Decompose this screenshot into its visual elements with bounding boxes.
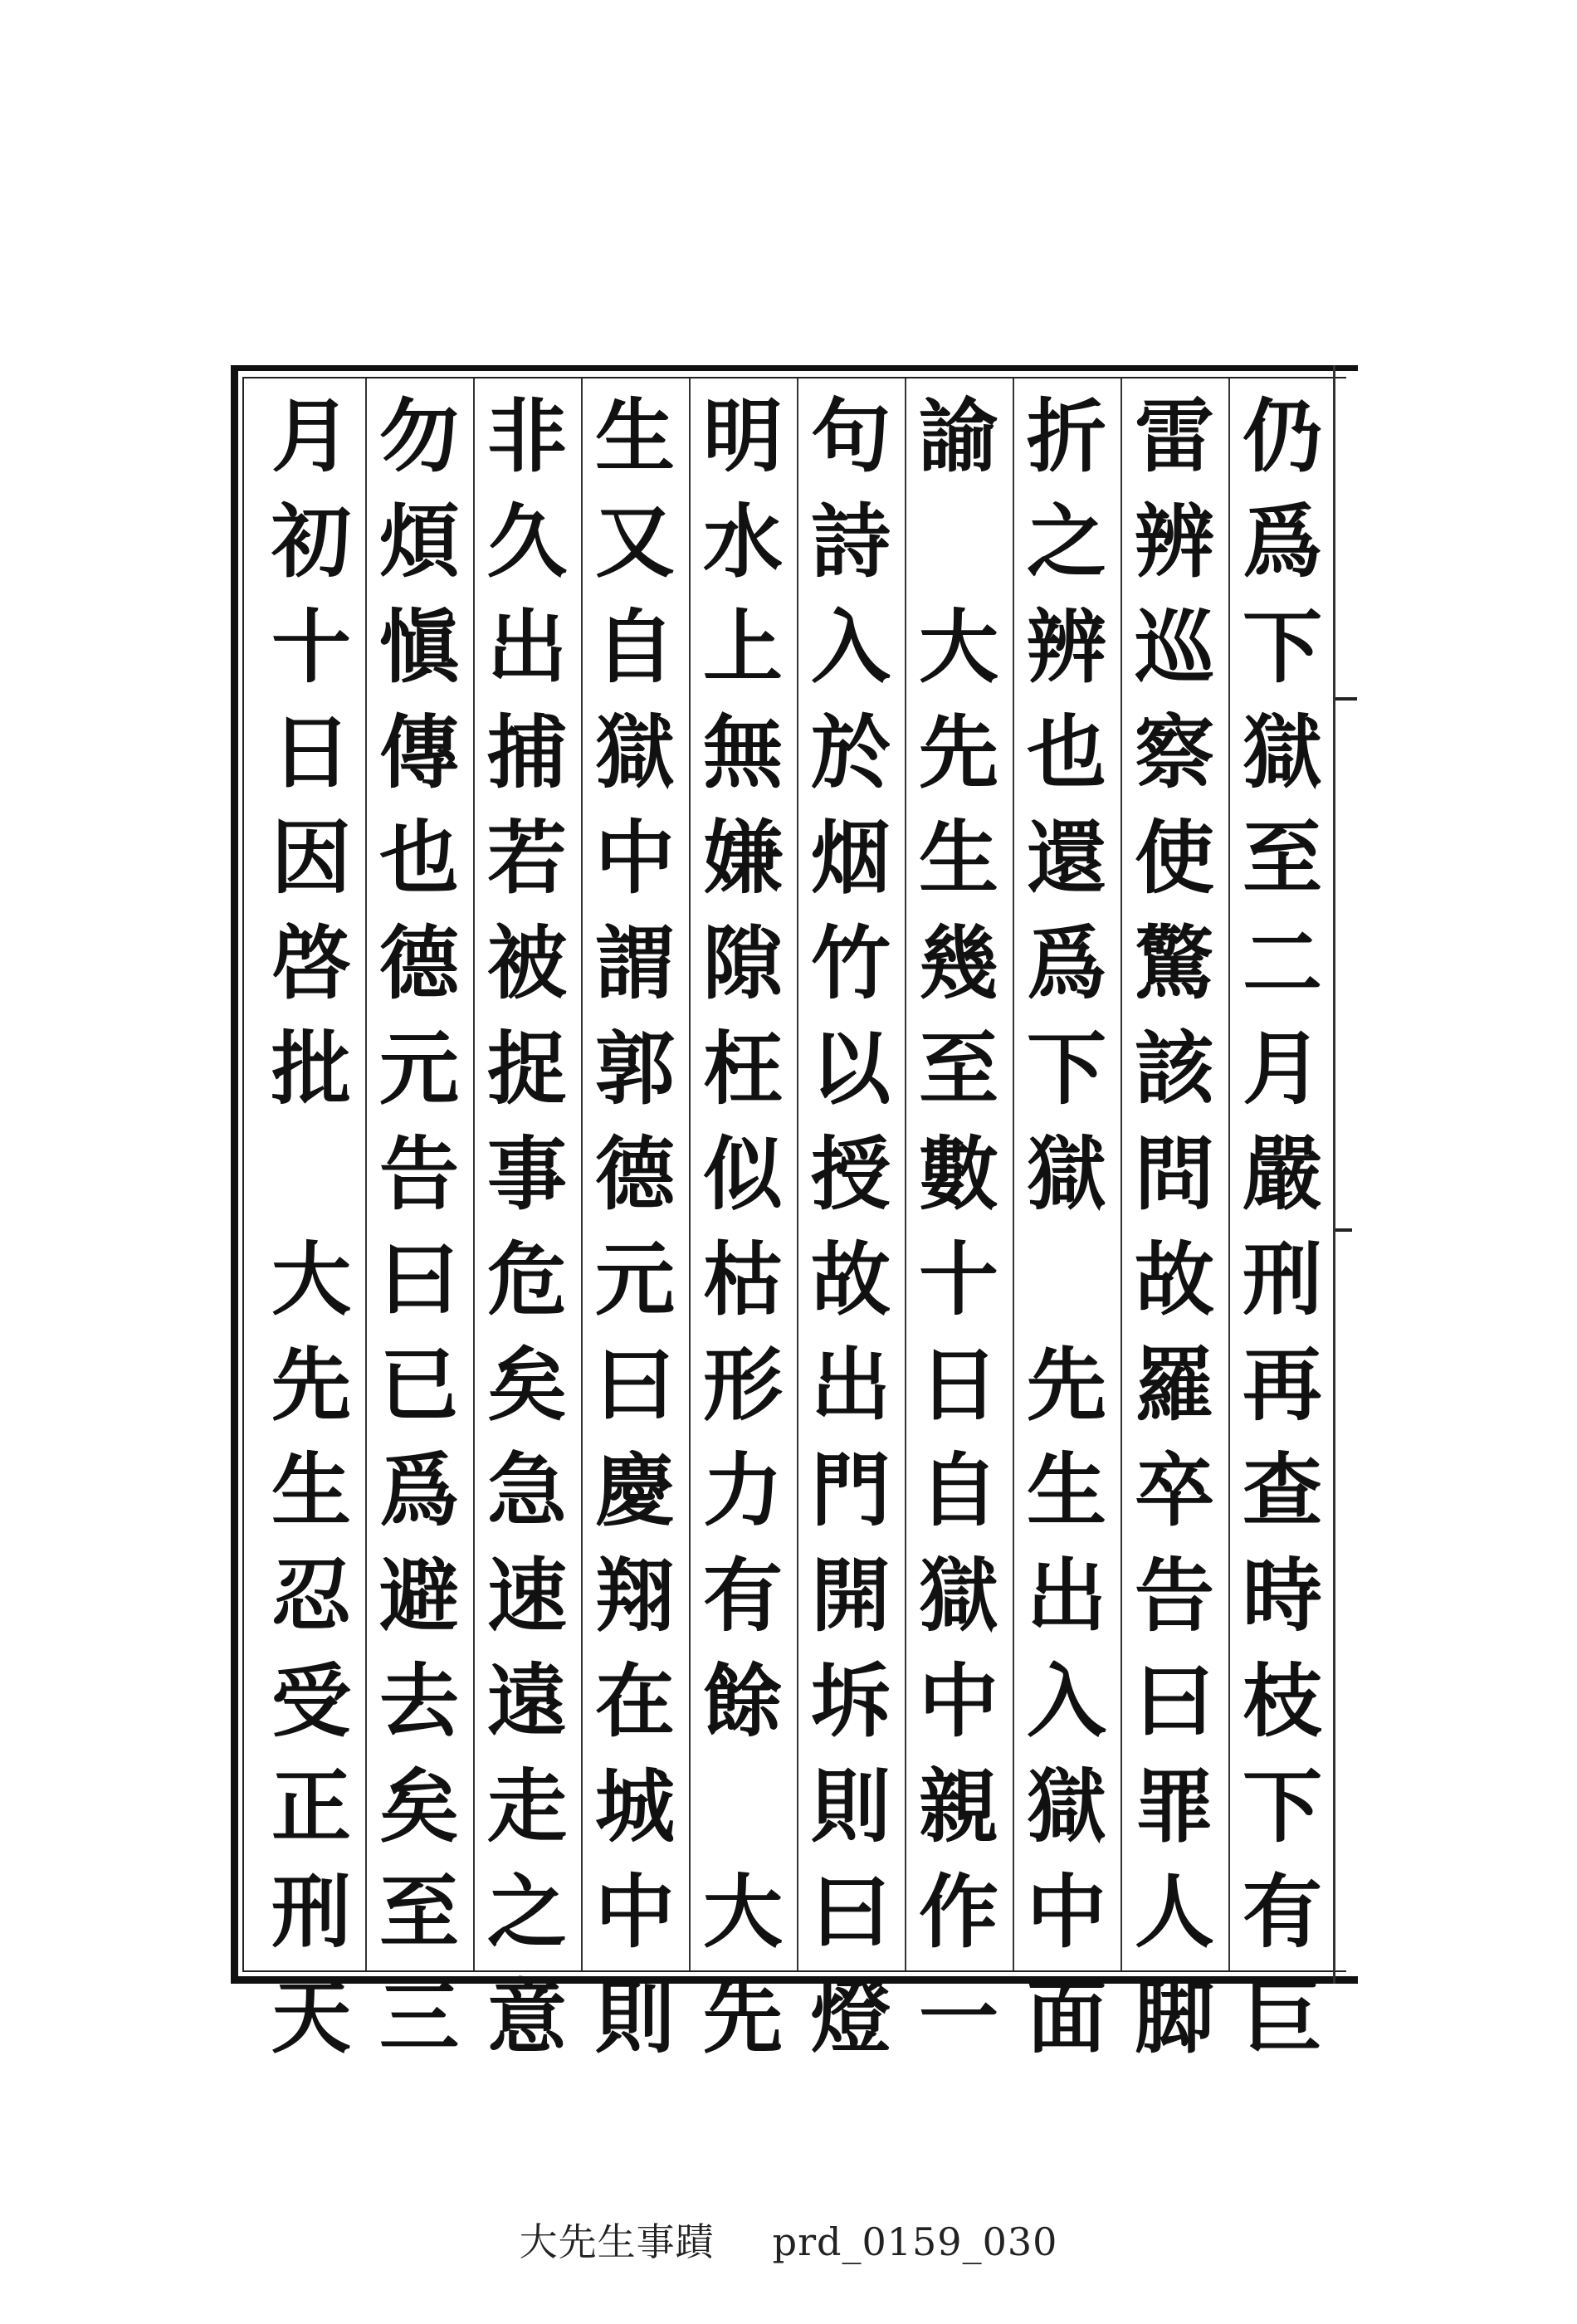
text-char: 下 xyxy=(1243,1760,1322,1853)
text-char: 德 xyxy=(595,1127,675,1221)
text-char: 枯 xyxy=(703,1233,783,1326)
text-char: 月 xyxy=(271,389,351,483)
text-char: 日 xyxy=(919,1338,998,1432)
text-char: 煩 xyxy=(379,495,459,588)
text-char: 翔 xyxy=(595,1549,675,1643)
text-char: 也 xyxy=(1027,706,1106,799)
text-char: 刑 xyxy=(271,1865,351,1959)
text-char: 生 xyxy=(1027,1443,1106,1537)
text-char: 中 xyxy=(1027,1865,1106,1959)
text-char: 辨 xyxy=(1135,495,1214,588)
text-char: 中 xyxy=(595,1865,675,1959)
text-char: 正 xyxy=(271,1760,351,1853)
text-char: 中 xyxy=(595,811,675,905)
text-column-3 xyxy=(1013,383,1120,2064)
text-char: 速 xyxy=(487,1549,567,1643)
text-char: 力 xyxy=(703,1443,783,1537)
text-char: 坼 xyxy=(811,1654,891,1748)
text-char: 德 xyxy=(379,916,459,1010)
text-char: 避 xyxy=(379,1549,459,1643)
text-char: 曰 xyxy=(811,1865,891,1959)
text-char: 獄 xyxy=(1243,706,1322,799)
text-char: 被 xyxy=(487,916,567,1010)
text-char: 捕 xyxy=(487,706,567,799)
text-char: 元 xyxy=(595,1233,675,1326)
text-char: 謂 xyxy=(595,916,675,1010)
text-char: 在 xyxy=(595,1654,675,1748)
text-char: 似 xyxy=(703,1127,783,1221)
text-char: 故 xyxy=(1135,1233,1214,1326)
text-char: 作 xyxy=(919,1865,998,1959)
footer-page-id: prd_0159_030 xyxy=(772,2219,1058,2264)
text-char: 句 xyxy=(811,389,891,483)
text-char: 於 xyxy=(811,706,891,799)
text-char: 使 xyxy=(1135,811,1214,905)
text-char: 勿 xyxy=(379,389,459,483)
text-char: 查 xyxy=(1243,1443,1322,1537)
text-char: 十 xyxy=(919,1233,998,1326)
text-char: 出 xyxy=(487,600,567,694)
text-char: 意 xyxy=(487,1970,567,2064)
text-char: 羅 xyxy=(1135,1338,1214,1432)
text-char: 上 xyxy=(703,600,783,694)
text-char: 問 xyxy=(1135,1127,1214,1221)
text-char: 餘 xyxy=(703,1654,783,1748)
text-char: 先 xyxy=(703,1970,783,2064)
text-char: 城 xyxy=(595,1760,675,1853)
text-char: 三 xyxy=(379,1970,459,2064)
text-char: 爲 xyxy=(1027,916,1106,1010)
text-char: 危 xyxy=(487,1233,567,1326)
text-char: 一 xyxy=(919,1970,998,2064)
text-char: 日 xyxy=(271,706,351,799)
text-char: 面 xyxy=(1027,1970,1106,2064)
text-char: 大 xyxy=(919,600,998,694)
text-char: 脚 xyxy=(1135,1970,1214,2064)
text-column-7 xyxy=(582,383,688,2064)
text-char: 獄 xyxy=(1027,1760,1106,1853)
text-char: 走 xyxy=(487,1760,567,1853)
text-char: 初 xyxy=(271,495,351,588)
text-char: 郭 xyxy=(595,1022,675,1116)
text-char: 獄 xyxy=(919,1549,998,1643)
page-footer xyxy=(0,2212,1577,2267)
text-char: 曰 xyxy=(595,1338,675,1432)
text-column-4 xyxy=(906,383,1012,2064)
text-char: 幾 xyxy=(919,916,998,1010)
text-char: 卒 xyxy=(1135,1443,1214,1537)
text-char: 之 xyxy=(1027,495,1106,588)
footer-title: 大先生事蹟 xyxy=(519,2219,715,2264)
text-char: 枉 xyxy=(703,1022,783,1116)
text-char: 燈 xyxy=(811,1970,891,2064)
text-char: 仍 xyxy=(1243,389,1322,483)
text-char: 月 xyxy=(1243,1022,1322,1116)
text-char: 久 xyxy=(487,495,567,588)
text-char: 門 xyxy=(811,1443,891,1537)
text-char: 矣 xyxy=(379,1760,459,1853)
text-char: 以 xyxy=(811,1022,891,1116)
text-char: 遠 xyxy=(487,1654,567,1748)
text-char: 至 xyxy=(379,1865,459,1959)
text-char: 數 xyxy=(919,1127,998,1221)
text-char: 開 xyxy=(811,1549,891,1643)
text-char: 元 xyxy=(379,1022,459,1116)
text-char: 授 xyxy=(811,1127,891,1221)
text-column-10 xyxy=(258,383,364,2064)
text-char: 巡 xyxy=(1135,600,1214,694)
fold-mark-bottom xyxy=(1335,1228,1352,1232)
text-char: 巨 xyxy=(1243,1970,1322,2064)
text-char: 事 xyxy=(487,1127,567,1221)
text-char: 則 xyxy=(595,1970,675,2064)
text-char: 忍 xyxy=(271,1549,351,1643)
text-char: 刑 xyxy=(1243,1233,1322,1326)
text-char: 生 xyxy=(919,811,998,905)
text-char: 曰 xyxy=(1135,1654,1214,1748)
text-char: 雷 xyxy=(1135,389,1214,483)
text-char: 還 xyxy=(1027,811,1106,905)
text-char: 罪 xyxy=(1135,1760,1214,1853)
text-char: 枝 xyxy=(1243,1654,1322,1748)
text-char: 烟 xyxy=(811,811,891,905)
text-char: 詩 xyxy=(811,495,891,588)
text-char: 出 xyxy=(1027,1549,1106,1643)
text-char: 又 xyxy=(595,495,675,588)
text-char: 愼 xyxy=(379,600,459,694)
text-char: 捉 xyxy=(487,1022,567,1116)
text-char: 明 xyxy=(703,389,783,483)
text-char: 爲 xyxy=(379,1443,459,1537)
text-char: 人 xyxy=(1135,1865,1214,1959)
text-char: 先 xyxy=(919,706,998,799)
text-char: 諭 xyxy=(919,389,998,483)
text-char: 故 xyxy=(811,1233,891,1326)
text-char: 隙 xyxy=(703,916,783,1010)
text-char: 再 xyxy=(1243,1338,1322,1432)
text-char: 批 xyxy=(271,1022,351,1116)
text-char: 去 xyxy=(379,1654,459,1748)
text-char: 自 xyxy=(919,1443,998,1537)
text-char: 親 xyxy=(919,1760,998,1853)
text-char: 已 xyxy=(379,1338,459,1432)
text-char: 水 xyxy=(703,495,783,588)
text-column-9 xyxy=(366,383,472,2064)
text-column-6 xyxy=(690,383,796,2064)
text-char: 十 xyxy=(271,600,351,694)
text-char: 入 xyxy=(1027,1654,1106,1748)
text-char: 中 xyxy=(919,1654,998,1748)
text-char: 時 xyxy=(1243,1549,1322,1643)
text-char: 下 xyxy=(1027,1022,1106,1116)
text-char: 獄 xyxy=(1027,1127,1106,1221)
text-char: 受 xyxy=(271,1654,351,1748)
text-char: 非 xyxy=(487,389,567,483)
text-column-2 xyxy=(1121,383,1228,2064)
text-char: 形 xyxy=(703,1338,783,1432)
text-char: 至 xyxy=(919,1022,998,1116)
text-char: 自 xyxy=(595,600,675,694)
text-char: 矣 xyxy=(487,1338,567,1432)
text-char: 出 xyxy=(811,1338,891,1432)
text-char: 驚 xyxy=(1135,916,1214,1010)
text-char: 也 xyxy=(379,811,459,905)
text-char: 急 xyxy=(487,1443,567,1537)
text-char: 之 xyxy=(487,1865,567,1959)
text-char: 告 xyxy=(1135,1549,1214,1643)
text-char: 嚴 xyxy=(1243,1127,1322,1221)
text-char: 啓 xyxy=(271,916,351,1010)
text-char: 嫌 xyxy=(703,811,783,905)
text-char: 下 xyxy=(1243,600,1322,694)
text-char: 先 xyxy=(271,1338,351,1432)
text-column-8 xyxy=(474,383,580,2064)
text-char: 大 xyxy=(703,1865,783,1959)
text-char: 先 xyxy=(1027,1338,1106,1432)
text-char: 天 xyxy=(271,1970,351,2064)
text-char: 因 xyxy=(271,811,351,905)
text-char: 爲 xyxy=(1243,495,1322,588)
text-char: 入 xyxy=(811,600,891,694)
text-char: 生 xyxy=(271,1443,351,1537)
text-char: 至 xyxy=(1243,811,1322,905)
text-char: 大 xyxy=(271,1233,351,1326)
text-char: 曰 xyxy=(379,1233,459,1326)
fold-mark-top xyxy=(1335,697,1357,701)
text-char: 察 xyxy=(1135,706,1214,799)
text-column-1 xyxy=(1229,383,1335,2064)
text-char: 二 xyxy=(1243,916,1322,1010)
text-char: 有 xyxy=(1243,1865,1322,1959)
text-char: 有 xyxy=(703,1549,783,1643)
text-char: 獄 xyxy=(595,706,675,799)
text-char: 若 xyxy=(487,811,567,905)
text-char: 竹 xyxy=(811,916,891,1010)
text-char: 慶 xyxy=(595,1443,675,1537)
text-char: 傳 xyxy=(379,706,459,799)
text-char: 告 xyxy=(379,1127,459,1221)
text-column-5 xyxy=(798,383,904,2064)
text-char: 辨 xyxy=(1027,600,1106,694)
text-char: 折 xyxy=(1027,389,1106,483)
text-char: 生 xyxy=(595,389,675,483)
text-char: 該 xyxy=(1135,1022,1214,1116)
text-char: 則 xyxy=(811,1760,891,1853)
text-char: 無 xyxy=(703,706,783,799)
